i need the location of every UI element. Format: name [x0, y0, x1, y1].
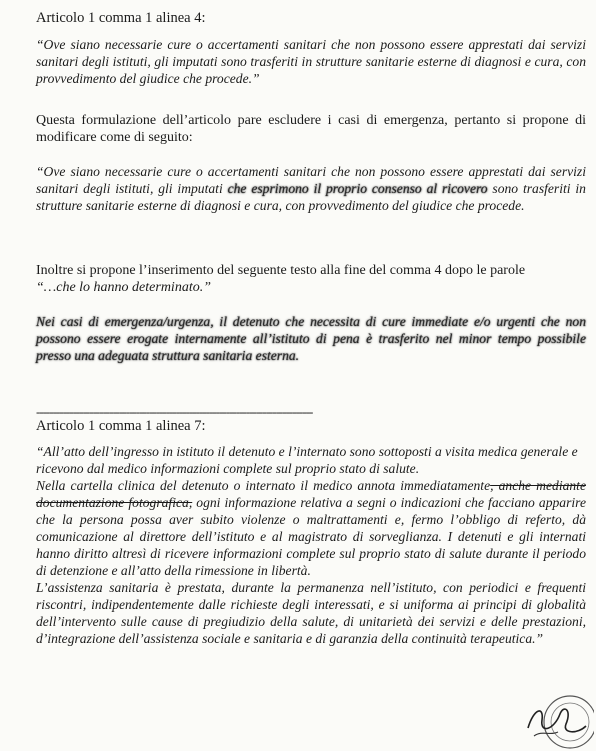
- modified-quote-after: sono trasferiti in strutture sanitarie esterne di diagnosi e cura, con provvedimento del giudice che procede.: [36, 181, 586, 213]
- insertion-words: “…che lo hanno determinato.”: [36, 280, 211, 295]
- proposal-intro: Questa formulazione dell’articolo pare escludere i casi di emergenza, pertanto si propone di modificare come di seguito:: [36, 113, 586, 145]
- official-seal-with-signature-icon: [520, 690, 594, 750]
- struck-photo-documentation: , anche mediante documentazione fotografica,: [36, 478, 586, 510]
- article7-text: [36, 443, 586, 647]
- insertion-text: Nei casi di emergenza/urgenza, il detenuto che necessita di cure immediate e/o urgenti che non possono essere erogate internamente all’istituto di pena è trasferito nel minor tempo possibile presso una adeguata struttura sanitaria esterna.: [36, 314, 586, 363]
- article7-line1: “All’atto dell’ingresso in istituto il detenuto e l’internato sono sottoposti a visita medica generale e: [36, 444, 578, 459]
- modified-quote: [36, 163, 586, 214]
- section2-heading: Articolo 1 comma 1 alinea 7:: [36, 418, 206, 434]
- article7-para2-before: Nella cartella clinica del detenuto o internato il medico annota immediatamente: [36, 478, 491, 493]
- article7-para3: L’assistenza sanitaria è prestata, durante la permanenza nell’istituto, con periodici e frequenti riscontri, indipendentemente dalle richieste degli interessati, e si uniforma ai principi di globalità dell’intervento sulle cause di pregiudizio della salute, di unitarietà dei servizi e delle prestazioni, d’integrazione dell’assistenza sociale e sanitaria e di garanzia della continuità terapeutica.”: [36, 580, 586, 646]
- inserted-consent-phrase: che esprimono il proprio consenso al ricovero: [227, 181, 488, 196]
- insertion-intro: [36, 262, 586, 296]
- original-quote: “Ove siano necessarie cure o accertamenti sanitari che non possono essere apprestati dai servizi sanitari degli istituti, gli imputati sono trasferiti in strutture sanitarie esterne di diagnosi e cura, con provvedimento del giudice che procede.”: [36, 37, 586, 86]
- insertion-intro-text: Inoltre si propone l’inserimento del seguente testo alla fine del comma 4 dopo le parole: [36, 263, 526, 278]
- section1-heading: Articolo 1 comma 1 alinea 4:: [36, 10, 206, 26]
- separator-line: -----------------------------------------------------------------------------------: [36, 405, 313, 419]
- article7-para2-after: ogni informazione relativa a segni o indicazioni che facciano apparire che la persona possa aver subito violenze o maltrattamenti e, fermo l’obbligo di referto, dà comunicazione al direttore dell’istituto e al magistrato di sorveglianza. I detenuti e gli internati hanno diritto altresì di ricevere informazioni complete sul proprio stato di salute durante il periodo di detenzione e all’atto della rimessione in libertà.: [36, 495, 586, 578]
- article7-line2: ricevono dal medico informazioni complete sul proprio stato di salute.: [36, 461, 420, 476]
- modified-quote-before: “Ove siano necessarie cure o accertamenti sanitari che non possono essere apprestati dai servizi sanitari degli istituti, gli imputati: [36, 164, 586, 196]
